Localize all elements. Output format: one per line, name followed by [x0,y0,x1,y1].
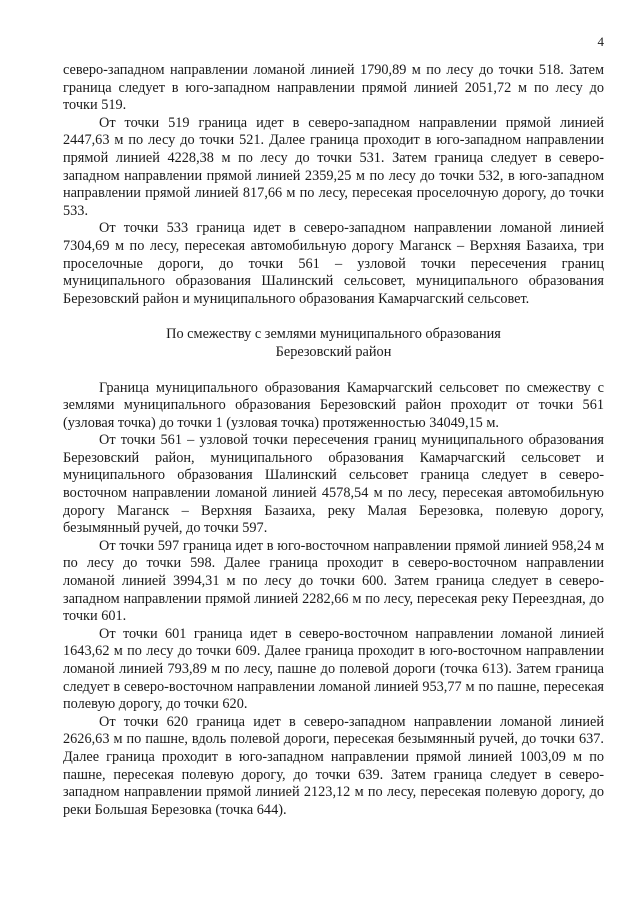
page-number: 4 [597,34,604,49]
document-body [63,62,604,819]
paragraph: От точки 597 граница идет в юго-восточном направлении прямой линией 958,24 м по лесу до точки 598. Далее граница проходит в северо-восточном направлении ломаной линией 3994,31 м по лесу до точки 600. Затем граница следует в северо-западном направлении прямой линией 2282,66 м по лесу, пересекая реку Переездная, до точки 601. [63,537,604,625]
section-heading [63,326,604,361]
paragraph: От точки 533 граница идет в северо-западном направлении ломаной линией 7304,69 м по лесу, пересекая автомобильную дорогу Маганск – Верхняя Базаиха, три проселочные дороги, до точки 561 – узловой точки пересечения границ муниципального образования Шалинский сельсовет, муниципального образования Березовский район и муниципального образования Камарчагский сельсовет. [63,220,604,307]
section-heading-line-1: По смежеству с землями муниципального образования [166,326,501,343]
paragraph: От точки 620 граница идет в северо-западном направлении ломаной линией 2626,63 м по пашне, вдоль полевой дороги, пересекая безымянный ручей, до точки 637. Далее граница проходит в юго-западном направлении прямой линией 1003,09 м по пашне, пересекая полевую дорогу, до точки 639. Затем граница следует в северо-западном направлении прямой линией 2123,12 м по лесу, пересекая полевую дорогу, до реки Большая Березовка (точка 644). [63,713,604,818]
section-heading-line-2: Березовский район [275,343,392,360]
paragraph: Граница муниципального образования Камарчагский сельсовет по смежеству с землями муниципального образования Березовский район проходит от точки 561 (узловая точка) до точки 1 (узловая точка) протяженностью 34049,15 м. [63,379,604,431]
paragraph: От точки 561 – узловой точки пересечения границ муниципального образования Березовский район, муниципального образования Камарчагский сельсовет и муниципального образования Шалинский сельсовет граница следует в северо-восточном направлении ломаной линией 4578,54 м по лесу, пересекая автомобильную дорогу Маганск – Верхняя Базаиха, реку Малая Березовка, полевую дорогу, безымянный ручей, до точки 597. [63,432,604,537]
paragraph: От точки 519 граница идет в северо-западном направлении прямой линией 2447,63 м по лесу до точки 521. Далее граница проходит в юго-западном направлении прямой линией 4228,38 м по лесу до точки 531. Затем граница следует в северо-западном направлении прямой линией 2359,25 м по лесу до точки 532, в юго-западном направлении прямой линией 817,66 м по лесу, пересекая проселочную дорогу, до точки 533. [63,114,604,219]
paragraph: северо-западном направлении ломаной линией 1790,89 м по лесу до точки 518. Затем граница следует в юго-западном направлении прямой линией 2051,72 м по лесу до точки 519. [63,62,604,114]
paragraph: От точки 601 граница идет в северо-восточном направлении ломаной линией 1643,62 м по лесу до точки 609. Далее граница проходит в юго-восточном направлении ломаной линией 793,89 м по лесу, пашне до полевой дороги (точка 613). Затем граница следует в северо-восточном направлении ломаной линией 953,77 м по пашне, пересекая полевую дорогу, до точки 620. [63,625,604,713]
